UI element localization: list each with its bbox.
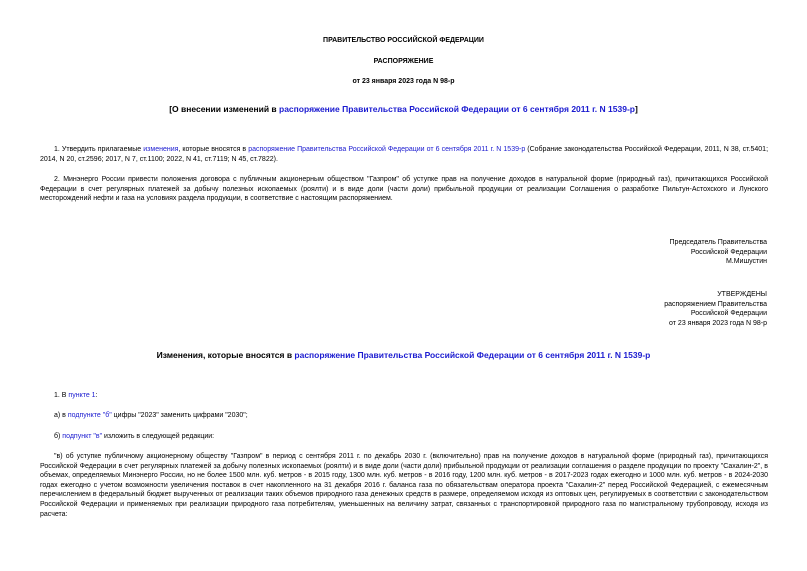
subpoint-v-link[interactable]: подпункт "в" [62, 433, 103, 440]
approved-block [664, 290, 767, 328]
change-item-b [54, 432, 214, 442]
item-b-text-a: б) [54, 433, 63, 440]
paragraph-1 [40, 145, 768, 164]
doc-title-suffix: ] [634, 104, 638, 114]
signature-title: Председатель Правительства [669, 239, 767, 246]
signature-block [670, 238, 767, 267]
item1-text-b: : [95, 392, 98, 399]
item-a-text-b: цифры "2023" заменить цифрами "2030"; [111, 412, 248, 419]
doc-type-heading: РАСПОРЯЖЕНИЕ [373, 58, 434, 65]
changes-title [0, 351, 807, 361]
paragraph-2: 2. Минэнерго России привести положения договора с публичным акционерным обществом "Газпром" об уступке прав на получение доходов в натуральной форме (природный газ), причитающихся Российской Федерации в счет регулярных платежей за добычу полезных ископаемых (роялти) и в виде доли (части доли) прибыльной продукции от реализации Соглашения о разработке Пильтун-Астохского и Лунского месторождений нефти и газа на условиях раздела продукции, в соответствие с настоящим распоряжением. [40, 176, 768, 203]
change-item-1 [54, 391, 98, 401]
order-link[interactable]: распоряжение Правительства Российской Федерации от 6 сентября 2011 г. N 1539-р [248, 146, 526, 153]
item1-text-a: 1. В [54, 392, 69, 399]
change-item-v-text: "в) об уступке публичному акционерному обществу "Газпром" в период с сентября 2011 г. по декабрь 2030 г. (включительно) прав на получение доходов в натуральной форме (природный газ), причитающихся Российской Федерации в счет регулярных платежей за добычу полезных ископаемых (роялти) и в виде доли (части доли) прибыльной продукции от реализации соглашения о разделе продукции по проекту "Сахалин-2", в объемах, определяемых Минэнерго России, но не более 1500 млн. куб. метров - в 2015 году, 1300 млн. куб. метров - в 2016 году, 1200 млн. куб. метров - в 2017-2023 годах ежегодно и 1000 млн. куб. метров - в 2024-2030 годах ежегодно с учетом возможности увеличения поставок в счет накопленного на 31 декабря 2016 г. баланса газа по обязательствам оператора проекта "Сахалин-2" перед Российской Федерацией, с ежемесячным перечислением в федеральный бюджет вырученных от реализации таких объемов природного газа денежных средств в размере, определяемом исходя из оптовых цен, регулируемых в соответствии с законодательством Российской Федерации и применяемых при реализации природного газа потребителям, уменьшенных на величину затрат, связанных с транспортировкой природного газа по магистральному трубопроводу, исходя из расчета: [40, 453, 768, 518]
p1-text-b: , которые вносятся в [178, 146, 249, 153]
approved-country: Российской Федерации [690, 310, 767, 318]
subpoint-b-link[interactable]: подпункте "б" [67, 412, 112, 419]
point-1-link[interactable]: пункте 1 [68, 392, 96, 399]
approved-by: распоряжением Правительства [664, 300, 767, 308]
changes-title-prefix: Изменения, которые вносятся в [156, 350, 295, 360]
p1-text-c: (Собрание законодательства Российской Федерации, 2011, N 38, ст.5401; 2014, N 20, ст.2596; 2017, N 7, ст.1100; 2022, N 41, ст.7119; N 45, ст.7822). [40, 146, 769, 163]
doc-date: от 23 января 2023 года N 98-р [352, 78, 455, 85]
item-a-text-a: а) в [54, 412, 68, 419]
change-item-a [54, 411, 248, 421]
doc-title-link[interactable]: распоряжение Правительства Российской Федерации от 6 сентября 2011 г. N 1539-р [279, 104, 635, 114]
item-b-text-b: изложить в следующей редакции: [102, 433, 215, 440]
doc-title [0, 105, 807, 115]
p1-text-a: 1. Утвердить прилагаемые [54, 146, 144, 153]
signature-country: Российской Федерации [690, 248, 767, 256]
signature-name: М.Мишустин [725, 258, 767, 266]
changes-link[interactable]: изменения [143, 146, 179, 153]
government-heading: ПРАВИТЕЛЬСТВО РОССИЙСКОЙ ФЕДЕРАЦИИ [323, 37, 484, 44]
changes-title-link[interactable]: распоряжение Правительства Российской Федерации от 6 сентября 2011 г. N 1539-р [294, 350, 651, 360]
doc-title-prefix: [О внесении изменений в [169, 104, 280, 114]
approved-date: от 23 января 2023 года N 98-р [669, 319, 767, 327]
approved-label: УТВЕРЖДЕНЫ [717, 291, 767, 298]
